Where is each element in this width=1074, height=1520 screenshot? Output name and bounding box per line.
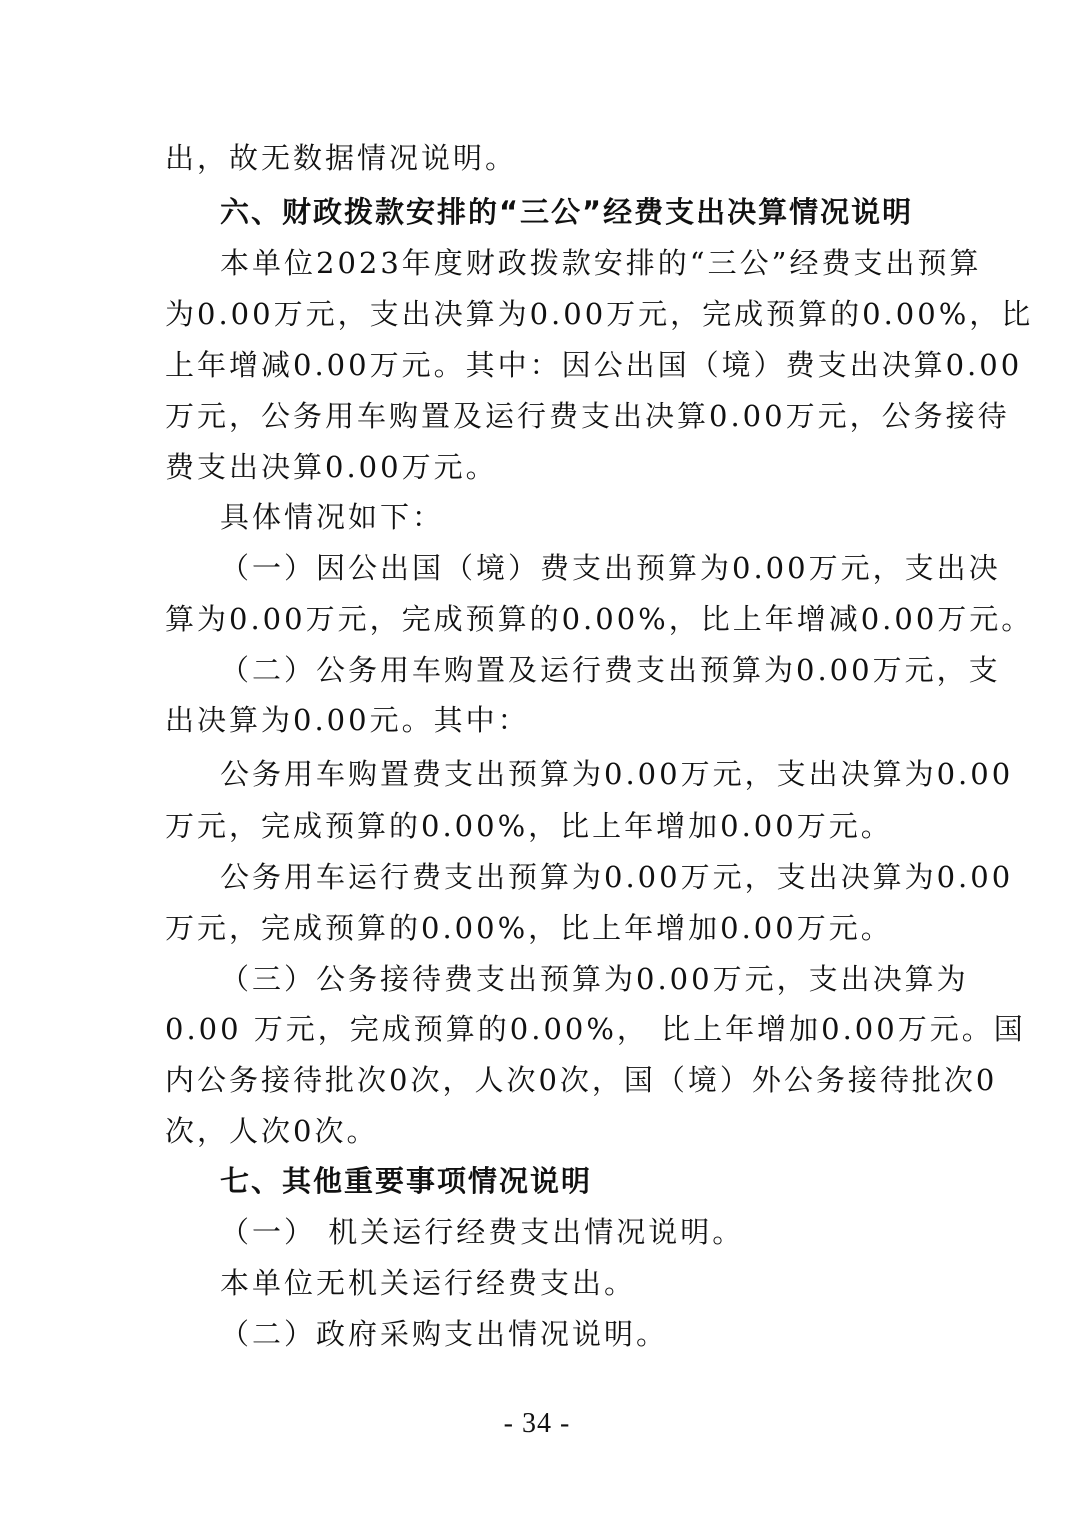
text-line: 公务用车购置费支出预算为0.00万元，支出决算为0.00 bbox=[220, 757, 1014, 791]
text-line: 费支出决算0.00万元。 bbox=[165, 450, 498, 484]
text-line: （二）公务用车购置及运行费支出预算为0.00万元，支 bbox=[220, 653, 1001, 687]
page-number: - 34 - bbox=[503, 1408, 571, 1439]
text-line: （二）政府采购支出情况说明。 bbox=[220, 1317, 669, 1351]
section-heading-six: 六、财政拨款安排的“三公”经费支出决算情况说明 bbox=[220, 195, 914, 229]
text-line: 出决算为0.00元。其中： bbox=[165, 703, 530, 737]
text-line: 本单位无机关运行经费支出。 bbox=[220, 1266, 637, 1300]
text-line: 万元，完成预算的0.00%，比上年增加0.00万元。 bbox=[165, 809, 893, 843]
text-line: 次，人次0次。 bbox=[165, 1114, 379, 1148]
text-line: 公务用车运行费支出预算为0.00万元，支出决算为0.00 bbox=[220, 860, 1014, 894]
text-line: （一）因公出国（境）费支出预算为0.00万元，支出决 bbox=[220, 551, 1001, 585]
text-line: 0.00 万元，完成预算的0.00%， 比上年增加0.00万元。国 bbox=[165, 1012, 1026, 1046]
text-line: 万元，完成预算的0.00%，比上年增加0.00万元。 bbox=[165, 911, 893, 945]
text-line: 万元，公务用车购置及运行费支出决算0.00万元，公务接待 bbox=[165, 399, 1010, 433]
text-line: 本单位2023年度财政拨款安排的“三公”经费支出预算 bbox=[220, 246, 982, 280]
section-heading-seven: 七、其他重要事项情况说明 bbox=[220, 1164, 593, 1198]
text-line: 出，故无数据情况说明。 bbox=[165, 141, 518, 175]
text-line: （三）公务接待费支出预算为0.00万元，支出决算为 bbox=[220, 962, 969, 996]
text-line: 为0.00万元，支出决算为0.00万元，完成预算的0.00%，比 bbox=[165, 297, 1034, 331]
text-line: 算为0.00万元，完成预算的0.00%，比上年增减0.00万元。 bbox=[165, 602, 1034, 636]
text-line: 具体情况如下： bbox=[220, 500, 445, 534]
text-line: 内公务接待批次0次，人次0次，国（境）外公务接待批次0 bbox=[165, 1063, 998, 1097]
text-line: （一） 机关运行经费支出情况说明。 bbox=[220, 1215, 745, 1249]
text-line: 上年增减0.00万元。其中：因公出国（境）费支出决算0.00 bbox=[165, 348, 1023, 382]
